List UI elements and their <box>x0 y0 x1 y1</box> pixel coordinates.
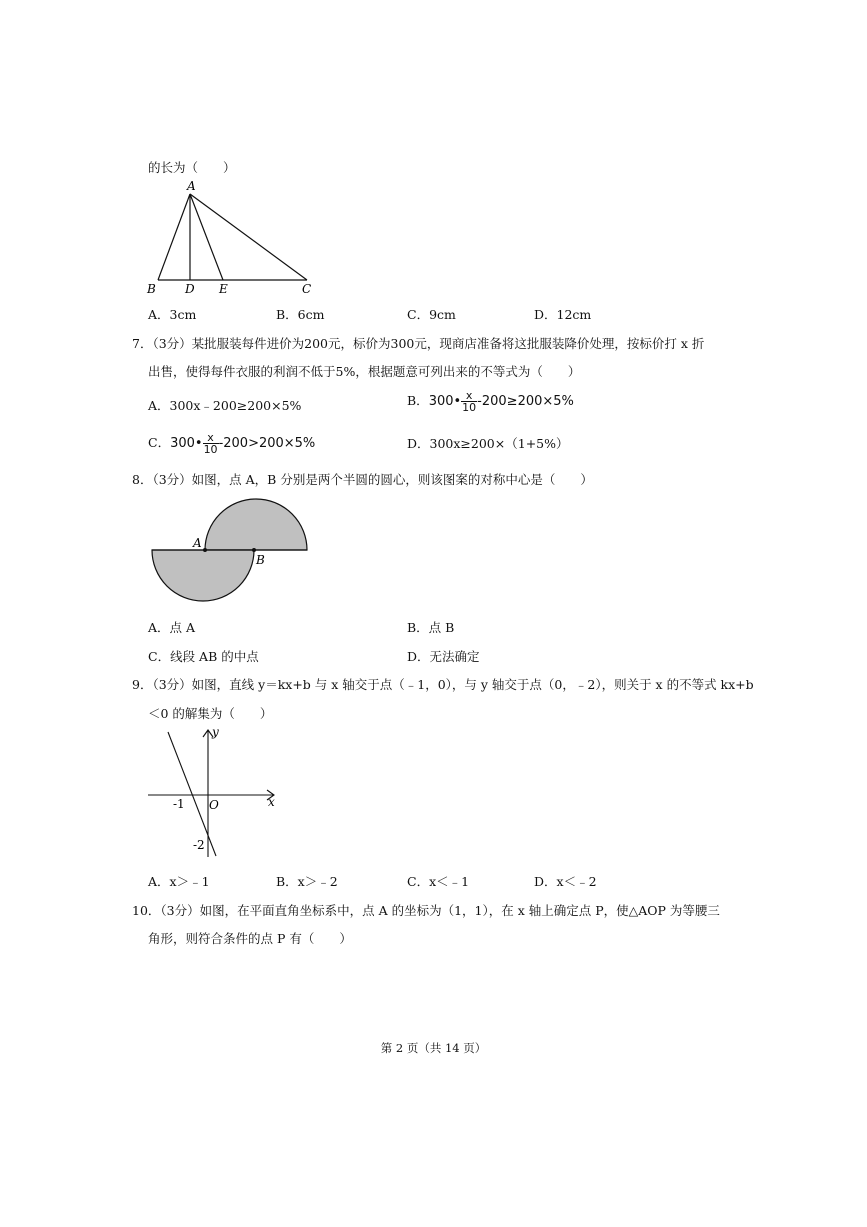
q7-option-d: D．300x≥200×（1+5%） <box>407 436 569 451</box>
q10-line1: 10．（3分）如图，在平面直角坐标系中，点 A 的坐标为（1，1），在 x 轴上确定点 P，使△AOP 为等腰三 <box>132 903 720 918</box>
q9-option-d: D．x＜﹣2 <box>534 874 597 889</box>
q9-label-neg1: -1 <box>173 797 185 811</box>
q9-label-y: y <box>212 725 219 739</box>
q9-label-x: x <box>268 795 275 809</box>
q10-line2: 角形，则符合条件的点 P 有（ ） <box>148 931 352 946</box>
q6-triangle-figure <box>140 176 330 298</box>
q7-option-c: C．300• $\frac{x}{10}$ -200>200×5% <box>148 431 316 456</box>
q7-option-b: B．300• $\frac{x}{10}$ -200≥200×5% <box>407 389 574 414</box>
q9-option-c: C．x＜﹣1 <box>407 874 470 889</box>
q9-option-b: B．x＞﹣2 <box>276 874 338 889</box>
q9-line2: ＜0 的解集为（ ） <box>148 706 273 721</box>
q6-label-d: D <box>185 282 195 296</box>
q9-line1: 9．（3分）如图，直线 y＝kx+b 与 x 轴交于点（﹣1，0），与 y 轴交于点（0，﹣2），则关于 x 的不等式 kx+b <box>132 677 754 692</box>
q6-option-b: B．6cm <box>276 307 325 322</box>
q6-label-c: C <box>302 282 312 296</box>
q6-label-b: B <box>147 282 156 296</box>
q8-option-d: D．无法确定 <box>407 649 480 664</box>
q8-option-b: B．点 B <box>407 620 455 635</box>
q8-option-a: A．点 A <box>148 620 196 635</box>
q8-option-c: C．线段 AB 的中点 <box>148 649 259 664</box>
q8-semicircles-figure <box>148 494 314 602</box>
q9-graph-figure <box>146 722 282 862</box>
q7-line2: 出售，使得每件衣服的利润不低于5%，根据题意可列出来的不等式为（ ） <box>148 364 581 379</box>
page-footer: 第 2 页（共 14 页） <box>380 1041 487 1055</box>
q6-option-a: A．3cm <box>148 307 197 322</box>
q6-label-e: E <box>219 282 228 296</box>
q7-option-a: A．300x﹣200≥200×5% <box>148 398 302 413</box>
q9-option-a: A．x＞﹣1 <box>148 874 210 889</box>
q6-option-c: C．9cm <box>407 307 456 322</box>
q9-label-origin: O <box>209 798 219 812</box>
q9-label-neg2: -2 <box>193 838 205 852</box>
q6-option-d: D．12cm <box>534 307 592 322</box>
q6-label-a: A <box>187 179 196 193</box>
q7-line1: 7．（3分）某批服装每件进价为200元，标价为300元，现商店准备将这批服装降价处理，按标价打 x 折 <box>132 336 705 351</box>
q8-label-a: A <box>193 536 202 550</box>
q8-line1: 8．（3分）如图，点 A，B 分别是两个半圆的圆心，则该图案的对称中心是（ ） <box>132 472 593 487</box>
q8-label-b: B <box>256 553 265 567</box>
q6-stem-end: 的长为（ ） <box>148 160 236 175</box>
